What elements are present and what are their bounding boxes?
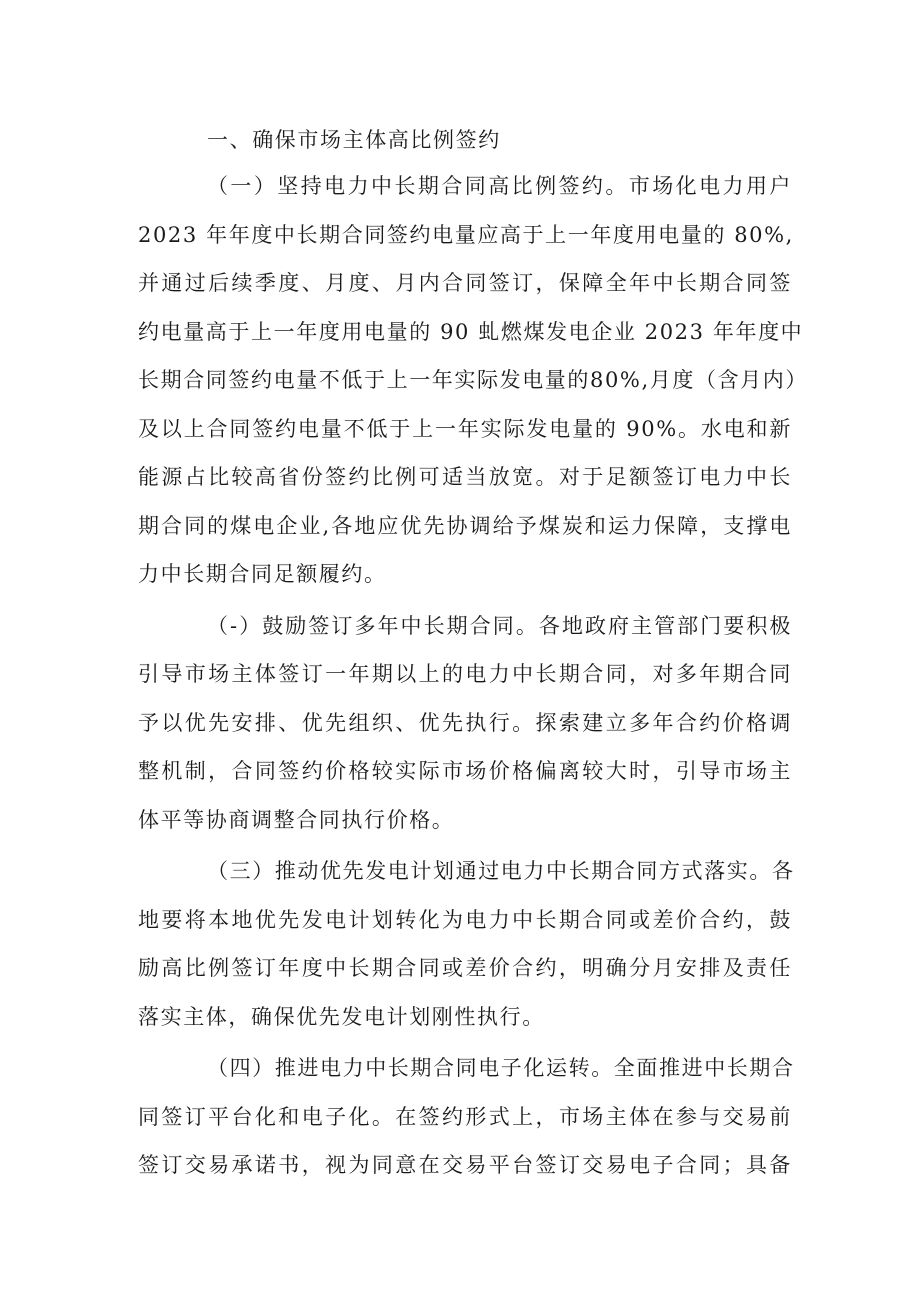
paragraph-line: （四）推进电力中长期合同电子化运转。全面推进中长期合 (207, 1056, 795, 1080)
paragraph-line: 体平等协商调整合同执行价格。 (138, 807, 455, 832)
paragraph-3 (138, 847, 795, 1041)
paragraph-line: 签订交易承诺书，视为同意在交易平台签订交易电子合同；具备 (138, 1153, 792, 1177)
paragraph-line: 予以优先安排、优先组织、优先执行。探索建立多年合约价格调 (138, 710, 792, 735)
paragraph-line: 2023 年年度中长期合同签约电量应高于上一年度用电量的 80%, (138, 222, 794, 247)
paragraph-line: （-）鼓励签订多年中长期合同。各地政府主管部门要积极 (207, 613, 792, 638)
paragraph-line: 引导市场主体签订一年期以上的电力中长期合同，对多年期合同 (138, 662, 792, 686)
paragraph-line: 落实主体，确保优先发电计划刚性执行。 (138, 1004, 545, 1029)
paragraph-line: 长期合同签约电量不低于上一年实际发电量的80%,月度（含月内） (138, 368, 808, 392)
paragraph-line: 同签订平台化和电子化。在签约形式上，市场主体在参与交易前 (138, 1104, 792, 1129)
paragraph-line: 及以上合同签约电量不低于上一年实际发电量的 90%。水电和新 (138, 416, 792, 441)
document-body (138, 118, 808, 1190)
paragraph-line: （三）推动优先发电计划通过电力中长期合同方式落实。各 (207, 859, 795, 883)
paragraph-line: 期合同的煤电企业,各地应优先协调给予煤炭和运力保障，支撑电 (138, 513, 792, 538)
section-heading: 一、确保市场主体高比例签约 (207, 128, 501, 152)
paragraph-line: 能源占比较高省份签约比例可适当放宽。对于足额签订电力中长 (138, 465, 792, 489)
paragraph-1 (138, 162, 808, 599)
paragraph-line: （一）坚持电力中长期合同高比例签约。市场化电力用户 (207, 174, 792, 198)
paragraph-line: 力中长期合同足额履约。 (138, 562, 387, 586)
paragraph-line: 励高比例签订年度中长期合同或差价合约，明确分月安排及责任 (138, 956, 792, 980)
paragraph-2 (138, 602, 792, 845)
paragraph-line: 整机制，合同签约价格较实际市场价格偏离较大时，引导市场主 (138, 759, 792, 783)
paragraph-line: 约电量高于上一年度用电量的 90 虬燃煤发电企业 2023 年年度中 (138, 319, 804, 344)
paragraph-4 (138, 1044, 795, 1190)
paragraph-line: 并通过后续季度、月度、月内合同签订，保障全年中长期合同签 (138, 271, 792, 295)
paragraph-line: 地要将本地优先发电计划转化为电力中长期合同或差价合约，鼓 (138, 907, 792, 932)
